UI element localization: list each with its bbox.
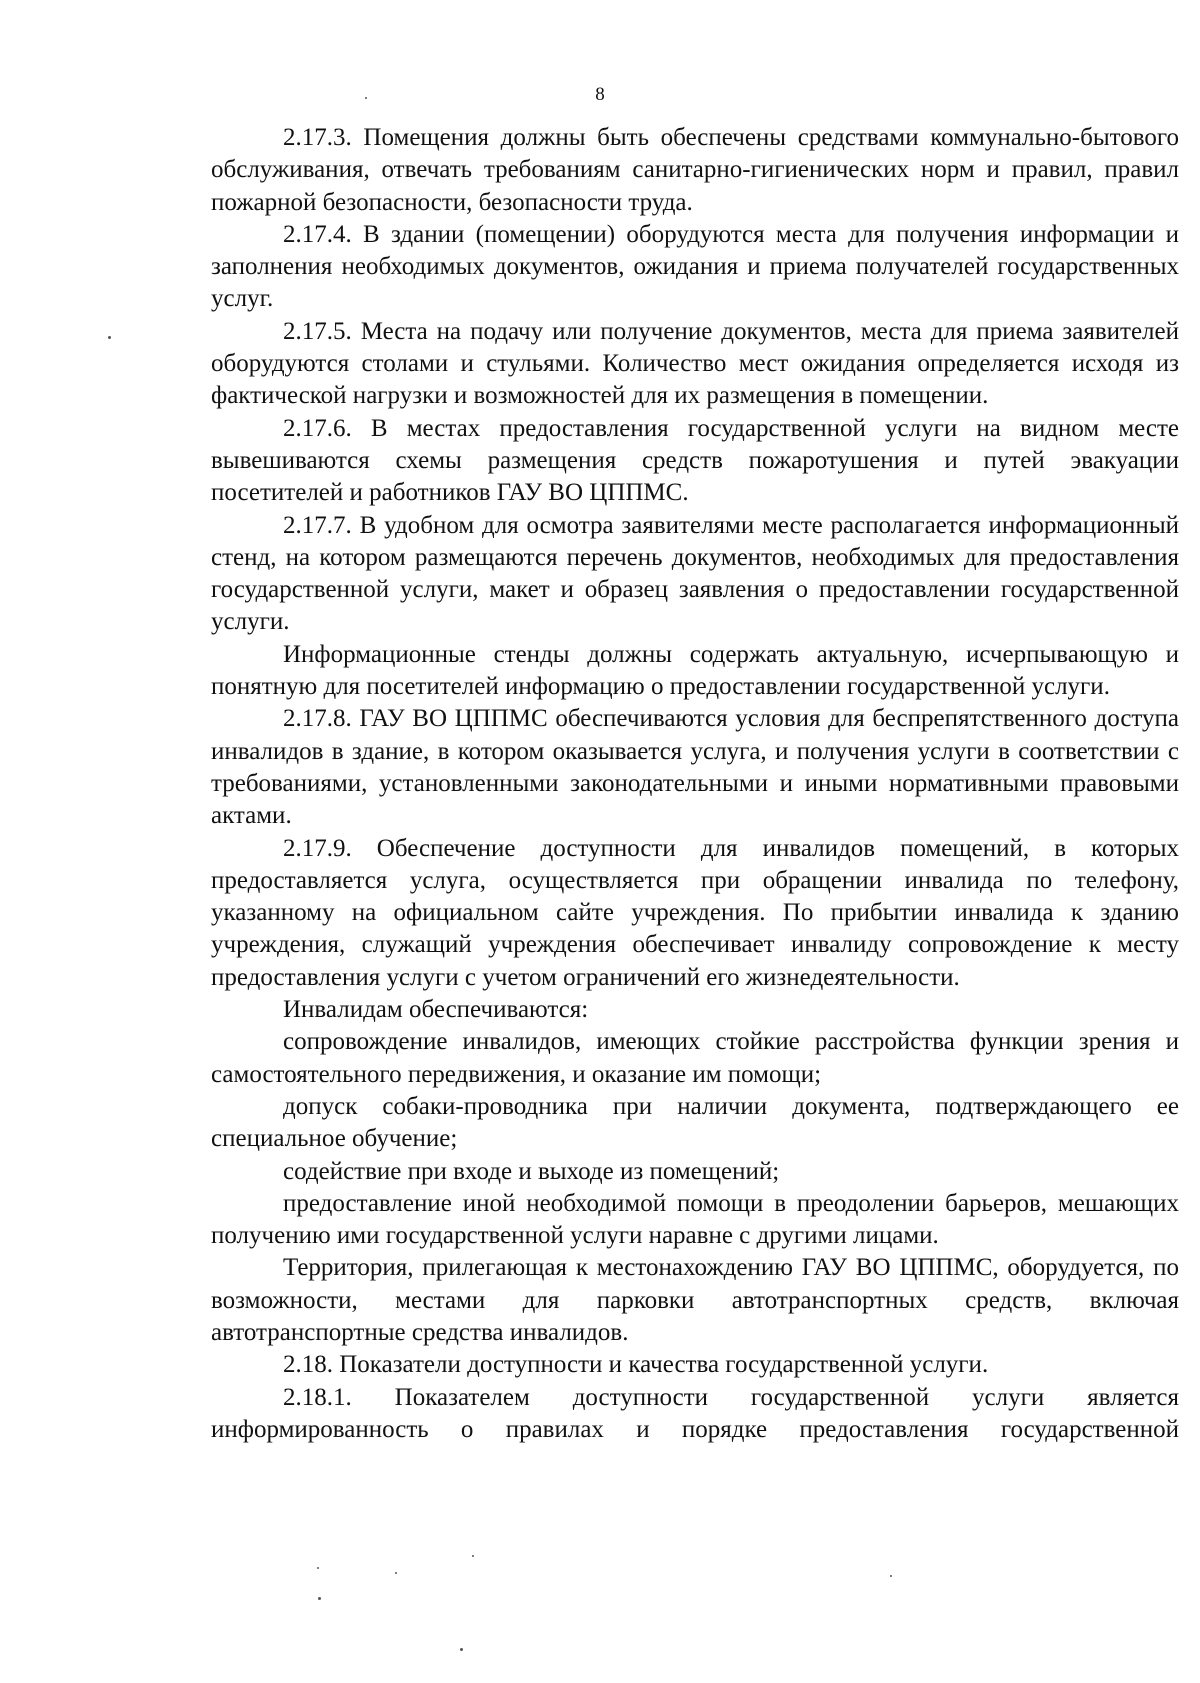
paragraph-2-18: 2.18. Показатели доступности и качества государственной услуги. <box>283 1351 989 1379</box>
paragraph-2-17-9: 2.17.9. Обеспечение доступности для инвалидов помещений, в которых предоставляется услуга, осуществляется при обращении инвалида по телефону, указанному на официальном сайте учреждения. По прибытии инвалида к зданию учреждения, служащий учреждения обеспечивает инвалиду сопровождение к месту предоставления услуги с учетом ограничений его жизнедеятельности. <box>211 834 1179 991</box>
scan-speck <box>365 97 367 99</box>
paragraph-parking: Территория, прилегающая к местонахождению ГАУ ВО ЦППМС, оборудуется, по возможности, местами для парковки автотранспортных средств, включая автотранспортные средства инвалидов. <box>211 1254 1179 1346</box>
paragraph-2-17-3: 2.17.3. Помещения должны быть обеспечены средствами коммунально-бытового обслуживания, отвечать требованиям санитарно-гигиенических норм и правил, правил пожарной безопасности, безопасности труда. <box>211 124 1179 216</box>
paragraph-2-17-5: 2.17.5. Места на подачу или получение документов, места для приема заявителей оборудуются столами и стульями. Количество мест ожидания определяется исходя из фактической нагрузки и возможностей для их размещения в помещении. <box>211 317 1179 410</box>
scan-speck <box>108 336 111 339</box>
scan-speck <box>460 1648 463 1651</box>
scan-speck <box>472 1555 474 1557</box>
list-item-entry-exit: содействие при входе и выходе из помещений; <box>283 1157 780 1185</box>
paragraph-2-18-1: 2.18.1. Показателем доступности государственной услуги является информированность о правилах и порядке предоставления государственной <box>211 1383 1179 1443</box>
document-body <box>211 122 1179 1446</box>
scan-speck <box>317 1567 319 1569</box>
scan-speck <box>318 1597 321 1600</box>
paragraph-disabled-provided: Инвалидам обеспечиваются: <box>283 996 589 1024</box>
paragraph-2-17-6: 2.17.6. В местах предоставления государственной услуги на видном месте вывешиваются схемы размещения средств пожаротушения и путей эвакуации посетителей и работников ГАУ ВО ЦППМС. <box>211 414 1179 507</box>
list-item-other-help: предоставление иной необходимой помощи в преодолении барьеров, мешающих получению ими государственной услуги наравне с другими лицами. <box>211 1189 1179 1250</box>
paragraph-2-17-4: 2.17.4. В здании (помещении) оборудуются места для получения информации и заполнения необходимых документов, ожидания и приема получателей государственных услуг. <box>211 220 1179 313</box>
list-item-guide-dog: допуск собаки-проводника при наличии документа, подтверждающего ее специальное обучение; <box>211 1092 1179 1153</box>
paragraph-info-stands: Информационные стенды должны содержать актуальную, исчерпывающую и понятную для посетителей информацию о предоставлении государственной услуги. <box>211 640 1179 701</box>
paragraph-2-17-7: 2.17.7. В удобном для осмотра заявителями месте располагается информационный стенд, на котором размещаются перечень документов, необходимых для предоставления государственной услуги, макет и образец заявления о предоставлении государственной услуги. <box>211 511 1179 636</box>
paragraph-2-17-8: 2.17.8. ГАУ ВО ЦППМС обеспечиваются условия для беспрепятственного доступа инвалидов в здание, в котором оказывается услуга, и получения услуги в соответствии с требованиями, установленными законодательными и иными нормативными правовыми актами. <box>211 705 1179 830</box>
scan-speck <box>395 1572 397 1574</box>
list-item-escort: сопровождение инвалидов, имеющих стойкие расстройства функции зрения и самостоятельного передвижения, и оказание им помощи; <box>211 1028 1179 1088</box>
scan-speck <box>890 1575 892 1577</box>
page-number: 8 <box>595 84 605 105</box>
